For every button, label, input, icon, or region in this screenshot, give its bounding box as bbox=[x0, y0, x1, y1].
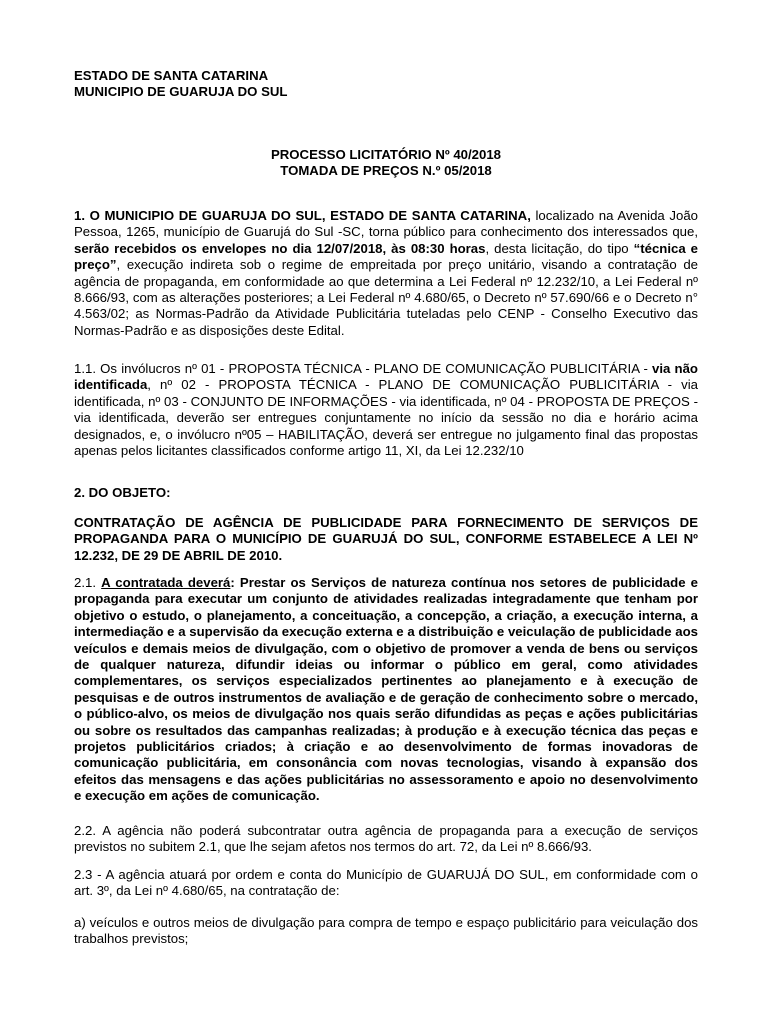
section-2-1-number: 2.1. bbox=[74, 575, 102, 590]
section-2-2-paragraph: 2.2. A agência não poderá subcontratar outra agência de propaganda para a execução de serviços previstos no subitem 2.1, que lhe sejam afetos nos termos do art. 72, da Lei nº 8.666/93. bbox=[74, 823, 698, 855]
section-2-1-paragraph bbox=[74, 575, 698, 805]
document-title bbox=[74, 147, 698, 180]
section-1-text-a: localizado na Avenida João Pessoa, 1265, município de Guarujá do Sul -SC, torna público para conhecimento dos interessados que, bbox=[74, 208, 698, 240]
section-2-1-text: : Prestar os Serviços de natureza contínua nos setores de publicidade e propaganda para executar um conjunto de atividades realizadas integradamente que tenham por objetivo o estudo, o planejamento, a conceituação, a concepção, a criação, a execução interna, a intermediação e a supervisão da execução externa e a distribuição e veiculação de publicidade aos veículos e demais meios de divulgação, com o objetivo de promover a venda de bens ou serviços de qualquer natureza, difundir ideias ou informar o público em geral, como atividades complementares, os serviços especializados pertinentes ao planejamento e à execução de pesquisas e de outros instrumentos de avaliação e de geração de conhecimento sobre o mercado, o público-alvo, os meios de divulgação nos quais serão difundidas as peças e ações publicitárias ou sobre os resultados das campanhas realizadas; à produção e à execução técnica das peças e projetos publicitários criados; à criação e ao desenvolvimento de formas inovadoras de comunicação publicitária, em consonância com novas tecnologias, visando à expansão dos efeitos das mensagens e das ações publicitárias no assessoramento e apoio no desenvolvimento e execução em ações de comunicação. bbox=[74, 575, 698, 804]
section-1-paragraph bbox=[74, 208, 698, 339]
title-process: PROCESSO LICITATÓRIO Nº 40/2018 bbox=[270, 147, 502, 162]
header-state: ESTADO DE SANTA CATARINA bbox=[74, 68, 269, 83]
section-1-text-b: , desta licitação, do tipo bbox=[485, 240, 634, 256]
section-1-text-c: , execução indireta sob o regime de empreitada por preço unitário, visando a contratação de agência de propaganda, em conformidade ao que determina a Lei Federal nº 12.232/10, a Lei Federal nº 8.666/93, com as alterações posteriores; a Lei Federal nº 4.680/65, o Decreto nº 57.690/66 e o Decreto n° 4.563/02; as Normas-Padrão da Atividade Publicitária tuteladas pelo CENP - Conselho Executivo das Normas-Padrão e as disposições deste Edital. bbox=[74, 257, 698, 338]
section-1-1-paragraph bbox=[74, 361, 698, 459]
item-a-paragraph: a) veículos e outros meios de divulgação para compra de tempo e espaço publicitário para veiculação dos trabalhos previstos; bbox=[74, 915, 698, 947]
section-2-3-paragraph: 2.3 - A agência atuará por ordem e conta do Município de GUARUJÁ DO SUL, em conformidade com o art. 3º, da Lei nº 4.680/65, na contratação de: bbox=[74, 867, 698, 899]
section-1-1-text-a: 1.1. Os invólucros nº 01 - PROPOSTA TÉCNICA - PLANO DE COMUNICAÇÃO PUBLICITÁRIA - bbox=[74, 361, 653, 376]
section-2-1-contratada: A contratada deverá bbox=[101, 575, 231, 590]
header-municipality: MUNICIPIO DE GUARUJA DO SUL bbox=[74, 84, 288, 100]
section-2-heading: 2. DO OBJETO: bbox=[74, 485, 171, 500]
section-1-lead: 1. O MUNICIPIO DE GUARUJA DO SUL, ESTADO DE SANTA CATARINA, bbox=[74, 208, 531, 223]
title-tomada: TOMADA DE PREÇOS N.º 05/2018 bbox=[280, 163, 492, 179]
section-1-tipo: “técnica e preço” bbox=[74, 240, 698, 273]
section-1-envelopes-date: serão recebidos os envelopes no dia 12/07/2018, às 08:30 horas bbox=[74, 240, 486, 256]
section-1-1-text-b: , nº 02 - PROPOSTA TÉCNICA - PLANO DE COMUNICAÇÃO PUBLICITÁRIA - via identificada, nº 03 - CONJUNTO DE INFORMAÇÕES - via identificada, nº 04 - PROPOSTA DE PREÇOS - via identificada, deverão ser entregues conjuntamente no início da sessão no dia e horário acima designados, e, o invólucro nº05 – HABILITAÇÃO, deverá ser entregue no julgamento final das propostas apenas pelos licitantes classificados conforme artigo 11, XI, da Lei 12.232/10 bbox=[74, 377, 698, 459]
section-2-objeto: CONTRATAÇÃO DE AGÊNCIA DE PUBLICIDADE PARA FORNECIMENTO DE SERVIÇOS DE PROPAGANDA PARA O MUNICÍPIO DE GUARUJÁ DO SUL, CONFORME ESTABELECE A LEI Nº 12.232, DE 29 DE ABRIL DE 2010. bbox=[74, 515, 698, 563]
section-1-1-via-nao-identificada: via não identificada bbox=[74, 361, 698, 393]
document-header bbox=[74, 68, 698, 101]
